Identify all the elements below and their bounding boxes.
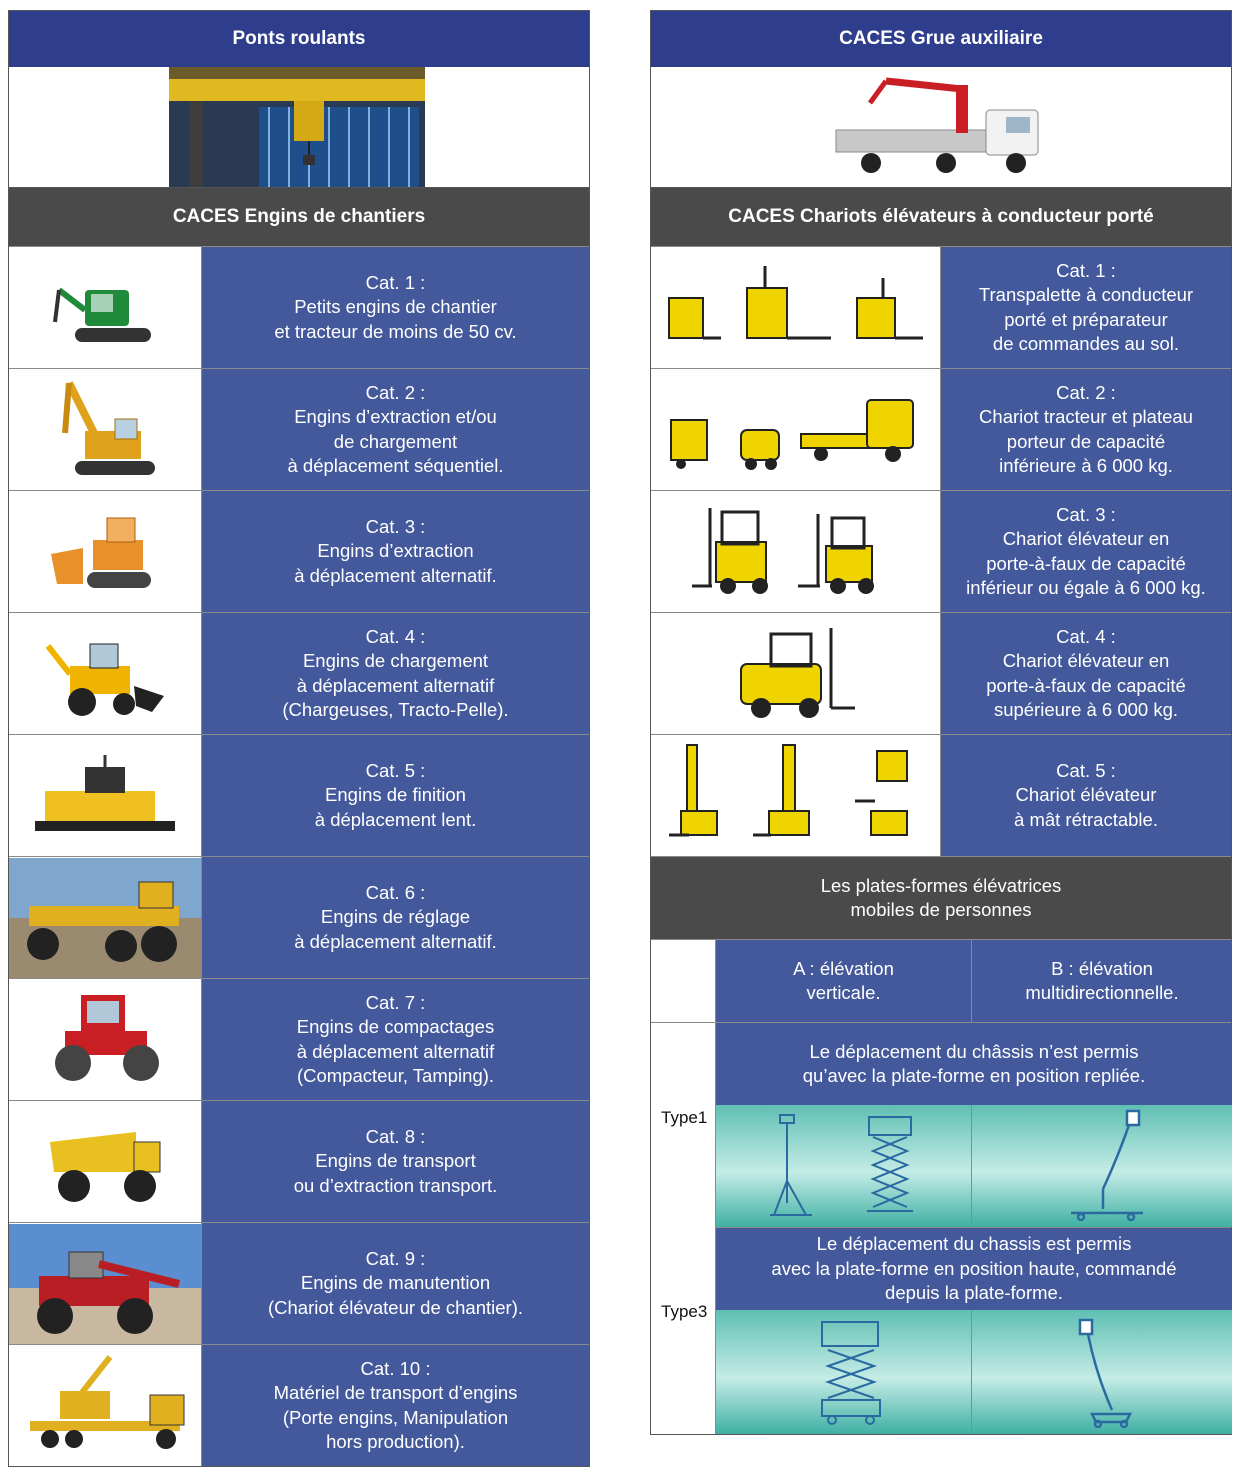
category-description-line: (Compacteur, Tamping). [296,1065,495,1086]
category-description-line: et tracteur de moins de 50 cv. [274,320,517,342]
category-description-line: ou d’extraction transport. [293,1174,498,1196]
category-row [9,246,589,368]
category-label: Cat. 4 : [1056,625,1116,647]
mini-excavator-photo [45,260,165,356]
paver-photo [9,735,202,856]
type1-desc-line: Le déplacement du châssis n’est permis [809,1040,1139,1062]
category-description-line: Chariot élévateur en [1002,650,1170,671]
category-label: Cat. 10 : [360,1357,431,1379]
category-description-line: Chariot élévateur en [1002,528,1170,549]
category-description-line: (Chariot élévateur de chantier). [267,1296,524,1318]
category-description-line: (Porte engins, Manipulation [282,1406,509,1428]
chariots-section-header: CACES Chariots élévateurs à conducteur porté [651,188,1231,246]
dump-truck-photo [40,1112,170,1212]
category-text [941,613,1231,734]
col-b-header [971,940,1232,1022]
paver-photo [25,751,185,841]
category-text [202,247,589,368]
type3-multidirectional-platform [971,1310,1232,1434]
excavator-photo [45,375,165,485]
category-description-line: à déplacement alternatif. [294,930,497,952]
category-text [202,857,589,978]
type3-desc-line: Le déplacement du chassis est permis [816,1233,1132,1255]
telehandler-photo [9,1223,202,1344]
category-description-line: (Chargeuses, Tracto-Pelle). [282,699,509,720]
pallet-truck-illustration [661,258,931,358]
category-row [651,246,1231,368]
category-description-line: de commandes au sol. [992,333,1180,354]
category-text [941,491,1231,612]
heavy-forklift-illustration [731,624,861,724]
machine-transporter-photo [9,1345,202,1466]
compactor-photo [43,985,167,1095]
category-description-line: porteur de capacité [1006,430,1166,452]
overhead-crane-photo-band [9,67,589,188]
type3-desc-line: depuis la plate-forme. [885,1282,1063,1304]
category-description-line: Engins de manutention [300,1272,491,1294]
category-description-line: porte-à-faux de capacité [986,674,1186,696]
crane-truck-photo [826,75,1056,183]
category-label: Cat. 1 : [365,271,426,293]
telehandler-photo [9,1224,201,1344]
category-description-line: Engins de compactages [296,1016,495,1037]
category-row [651,490,1231,612]
type3-label: Type3 [661,1302,708,1321]
forklift-illustration [651,491,941,612]
boom-lift-icon [1067,1109,1147,1223]
excavator-photo [9,369,202,490]
heavy-forklift-illustration [651,613,941,734]
category-description-line: Engins de réglage [320,906,471,928]
category-description-line: Chariot tracteur et plateau [979,406,1193,427]
category-label: Cat. 5 : [365,759,426,781]
category-text [202,735,589,856]
category-text [202,1345,589,1466]
category-description-line: inférieur ou égale à 6 000 kg. [966,577,1206,598]
category-label: Cat. 2 : [1056,381,1116,403]
category-label: Cat. 8 : [365,1125,426,1147]
category-text [202,491,589,612]
category-label: Cat. 7 : [365,991,426,1013]
ponts-roulants-header: Ponts roulants [9,11,589,67]
category-description-line: Transpalette à conducteur [978,284,1194,305]
pallet-truck-illustration [651,247,941,368]
category-description-line: à déplacement alternatif [296,674,495,696]
col-a-header [715,940,971,1022]
category-description-line: à déplacement alternatif. [294,564,497,586]
category-label: Cat. 5 : [1056,759,1116,781]
col-a-line: verticale. [806,982,881,1003]
category-text [941,369,1231,490]
category-text [202,613,589,734]
category-description-line: hors production). [326,1431,465,1452]
category-text [202,1101,589,1222]
col-a-line: A : élévation [793,957,894,979]
category-row [9,978,589,1100]
engins-chantier-section-header: CACES Engins de chantiers [9,188,589,246]
category-row [651,734,1231,856]
backhoe-loader-photo [9,613,202,734]
col-b-line: B : élévation [1051,957,1153,979]
backhoe-loader-photo [40,626,170,722]
type3-vertical-platform [715,1310,971,1434]
bulldozer-photo [43,504,167,600]
grue-auxiliaire-header: CACES Grue auxiliaire [651,11,1231,67]
category-row [9,1222,589,1344]
category-description-line: porté et préparateur [1004,308,1168,330]
category-label: Cat. 6 : [365,881,426,903]
platforms-heading [651,856,1231,939]
category-row [651,612,1231,734]
category-row [9,368,589,490]
category-description-line: Engins d’extraction [317,540,474,562]
category-description-line: Engins d’extraction et/ou [294,406,497,427]
category-description-line: Engins de finition [325,784,466,806]
category-text [941,247,1231,368]
col-b-line: multidirectionnelle. [1025,982,1179,1003]
category-description-line: Engins de chargement [302,650,489,671]
category-description-line: Engins de transport [315,1150,476,1172]
crane-truck-photo-band [651,67,1231,188]
mini-excavator-photo [9,247,202,368]
category-text [202,979,589,1100]
category-row [9,734,589,856]
category-label: Cat. 2 : [365,381,426,403]
chariots-column [650,10,1232,1435]
platforms-grid [651,939,1231,1434]
overhead-crane-photo [169,67,425,187]
type3-desc-line: avec la plate-forme en position haute, commandé [771,1257,1177,1279]
grader-photo [9,857,202,978]
category-row [9,856,589,978]
scissor-lift-icon [816,1320,886,1428]
category-label: Cat. 3 : [1056,503,1116,525]
category-description-line: Chariot élévateur [1015,784,1157,806]
category-label: Cat. 4 : [365,625,426,647]
platforms-heading-line: Les plates-formes élévatrices [820,874,1062,896]
category-row [9,1100,589,1222]
reach-truck-illustration [661,741,931,851]
category-text [202,1223,589,1344]
category-label: Cat. 1 : [1056,259,1116,281]
category-description-line: à déplacement alternatif [296,1040,495,1062]
category-description-line: Matériel de transport d’engins [273,1382,518,1403]
category-description-line: supérieure à 6 000 kg. [993,699,1179,720]
category-label: Cat. 9 : [365,1247,426,1269]
category-text [941,735,1231,856]
category-row [9,490,589,612]
type1-multidirectional-platform [971,1105,1232,1227]
type1-desc-line: qu’avec la plate-forme en position repliée. [802,1065,1146,1086]
type1-label: Type1 [661,1108,708,1127]
compactor-photo [9,979,202,1100]
category-description-line: inférieure à 6 000 kg. [999,455,1173,476]
bulldozer-photo [9,491,202,612]
category-label: Cat. 3 : [365,515,426,537]
boom-lift-icon [1072,1318,1142,1430]
category-description-line: à déplacement lent. [314,808,477,830]
type1-description [715,1023,1232,1105]
mast-lift-icon [766,1111,816,1221]
tow-tractor-illustration [651,369,941,490]
category-row [9,1344,589,1466]
category-text [202,369,589,490]
machine-transporter-photo [20,1351,190,1461]
category-description-line: à déplacement séquentiel. [287,455,504,476]
category-description-line: porte-à-faux de capacité [986,552,1186,574]
reach-truck-illustration [651,735,941,856]
forklift-illustration [686,502,906,602]
category-description-line: de chargement [333,430,458,452]
platforms-heading-line: mobiles de personnes [850,899,1032,920]
category-row [651,368,1231,490]
grader-photo [9,858,201,978]
tow-tractor-illustration [661,380,931,480]
type3-description [715,1228,1232,1310]
engins-chantier-column [8,10,590,1467]
category-description-line: à mât rétractable. [1014,808,1158,830]
category-description-line: Petits engins de chantier [294,296,497,318]
category-row [9,612,589,734]
type1-vertical-platforms [715,1105,971,1227]
dump-truck-photo [9,1101,202,1222]
scissor-lift-icon [861,1115,921,1221]
